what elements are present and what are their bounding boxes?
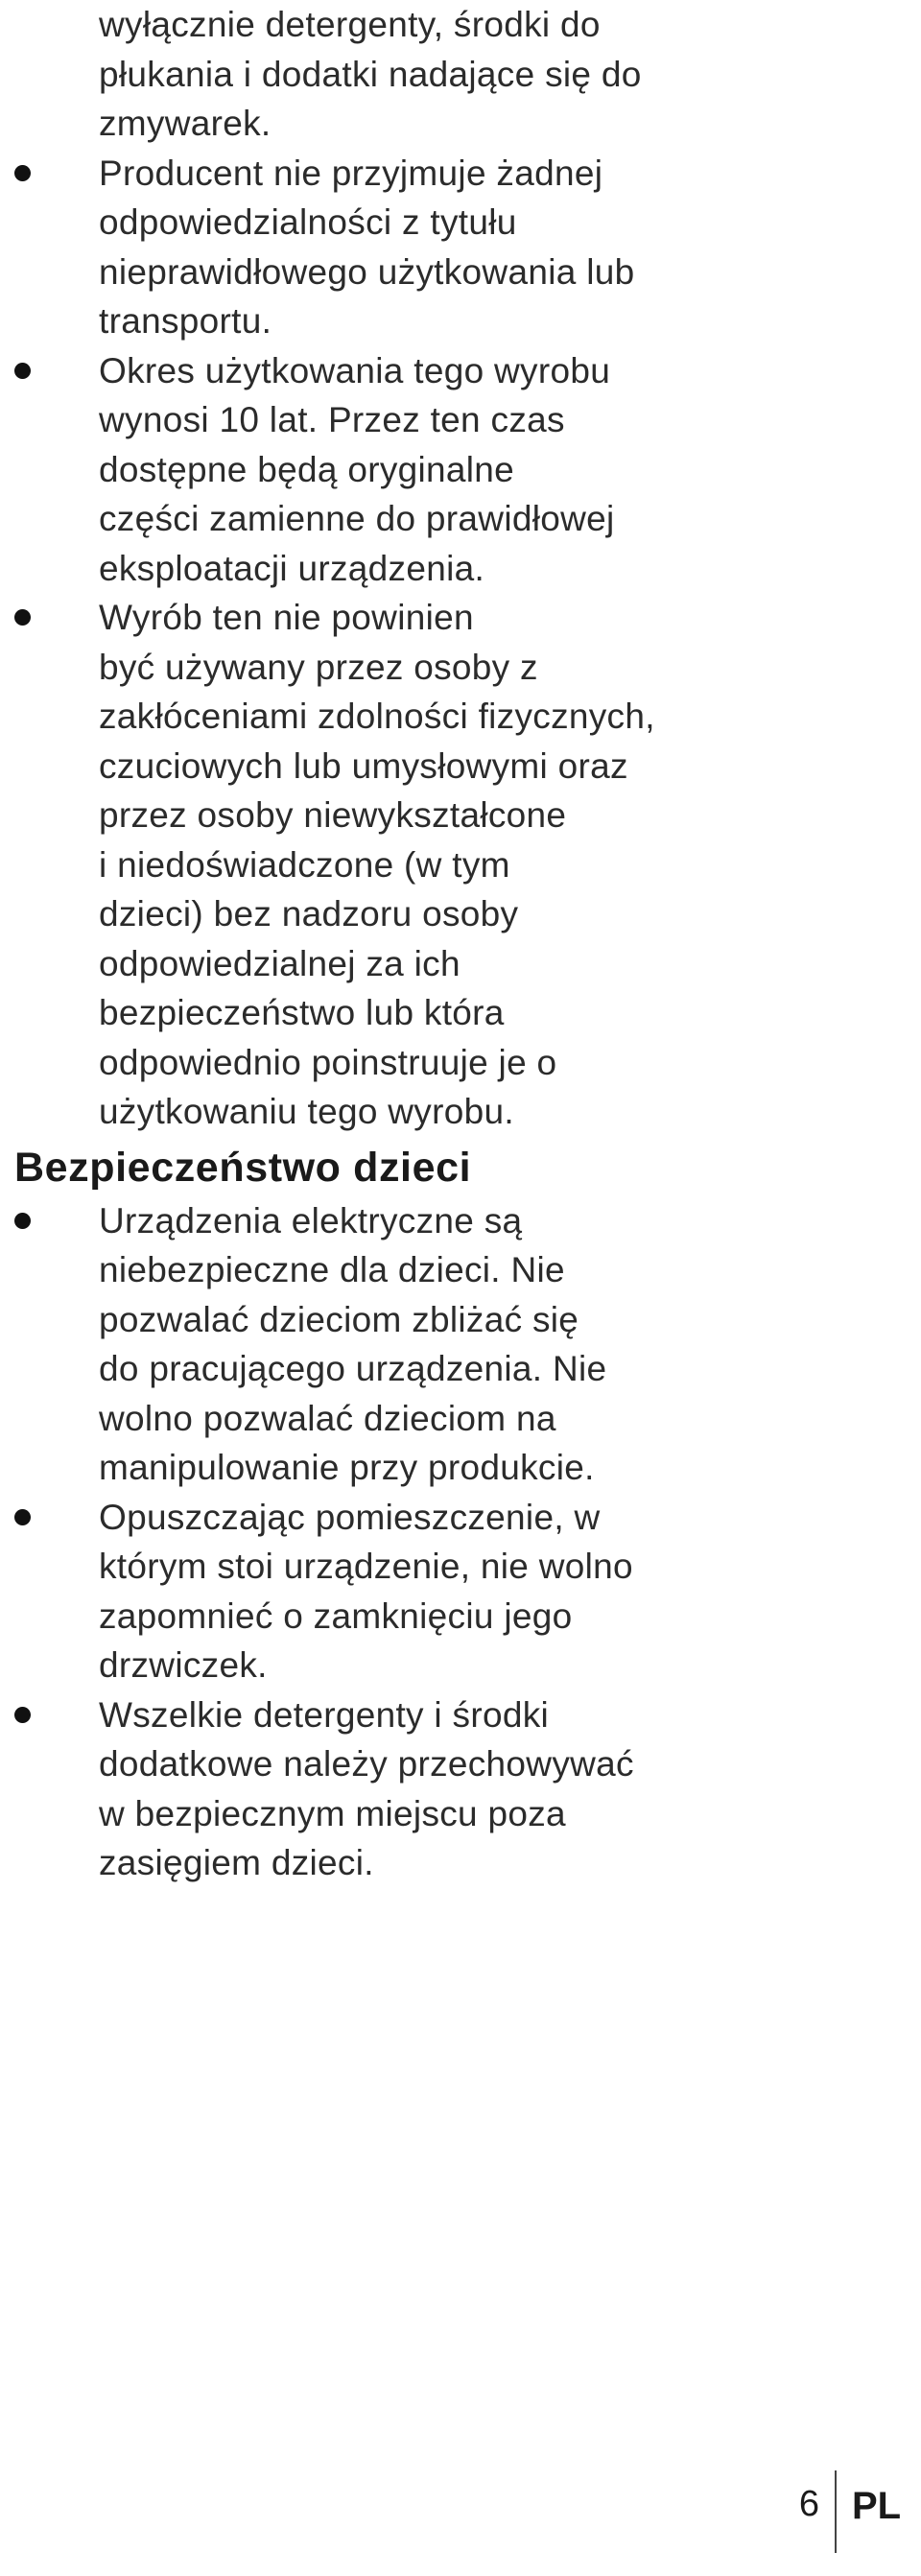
text-line: eksploatacji urządzenia.: [99, 548, 485, 588]
text-line: zakłóceniami zdolności fizycznych,: [99, 697, 655, 736]
text-line: Okres użytkowania tego wyrobu: [99, 350, 611, 390]
list-item: [14, 1690, 753, 1888]
bullet-icon: [14, 1707, 31, 1723]
section-title: Bezpieczeństwo dzieci: [14, 1144, 472, 1191]
bullet-icon: [14, 165, 31, 181]
list-item: [14, 346, 753, 594]
text-line: Opuszczając pomieszczenie, w: [99, 1497, 601, 1537]
text-line: niebezpieczne dla dzieci. Nie: [99, 1250, 565, 1289]
text-line: drzwiczek.: [99, 1645, 268, 1685]
text-line: Producent nie przyjmuje żadnej: [99, 153, 603, 193]
text-line: zasięgiem dzieci.: [99, 1843, 374, 1882]
bullet-icon: [14, 1213, 31, 1229]
text-line: odpowiedzialnej za ich: [99, 943, 460, 983]
list-item: [14, 1196, 753, 1493]
text-line: zmywarek.: [99, 104, 272, 143]
text-line: transportu.: [99, 301, 272, 341]
text-line: użytkowaniu tego wyrobu.: [99, 1092, 514, 1131]
text-line: i niedoświadczone (w tym: [99, 844, 510, 885]
text-line: Urządzenia elektryczne są: [99, 1200, 523, 1241]
page-footer: [779, 2470, 921, 2557]
text-line: do pracującego urządzenia. Nie: [99, 1349, 607, 1388]
page-number: 6: [798, 2484, 819, 2524]
text-line: nieprawidłowego użytkowania lub: [99, 251, 635, 292]
text-line: dodatkowe należy przechowywać: [99, 1744, 634, 1784]
text-line: wyłącznie detergenty, środki do: [99, 5, 601, 44]
text-line: części zamienne do prawidłowej: [99, 499, 615, 538]
text-line: którym stoi urządzenie, nie wolno: [99, 1547, 633, 1586]
text-line: przez osoby niewykształcone: [99, 795, 567, 835]
text-line: czuciowych lub umysłowymi oraz: [99, 745, 628, 786]
text-line: dzieci) bez nadzoru osoby: [99, 894, 519, 934]
text-line: zapomnieć o zamknięciu jego: [99, 1595, 573, 1636]
text-line: Wyrób ten nie powinien: [99, 598, 474, 637]
text-line: płukania i dodatki nadające się do: [99, 54, 642, 94]
text-line: Wszelkie detergenty i środki: [99, 1694, 550, 1735]
page-content: [14, 0, 753, 1888]
text-line: pozwalać dzieciom zbliżać się: [99, 1299, 579, 1339]
language-code: PL: [852, 2485, 902, 2527]
text-line: odpowiednio poinstruuje je o: [99, 1042, 557, 1082]
list-item: [14, 593, 753, 1137]
text-line: bezpieczeństwo lub która: [99, 993, 505, 1032]
list-item-continuation: [14, 0, 753, 149]
text-line: wynosi 10 lat. Przez ten czas: [99, 400, 565, 439]
text-line: w bezpiecznym miejscu poza: [99, 1793, 566, 1833]
text-line: dostępne będą oryginalne: [99, 449, 515, 489]
footer-divider: [835, 2470, 837, 2553]
bullet-icon: [14, 609, 31, 626]
text-line: być używany przez osoby z: [99, 647, 538, 687]
bullet-icon: [14, 1509, 31, 1525]
list-item: [14, 149, 753, 346]
text-line: wolno pozwalać dzieciom na: [99, 1398, 556, 1438]
bullet-icon: [14, 363, 31, 379]
text-line: manipulowanie przy produkcie.: [99, 1448, 595, 1487]
list-item: [14, 1493, 753, 1690]
text-line: odpowiedzialności z tytułu: [99, 202, 517, 242]
